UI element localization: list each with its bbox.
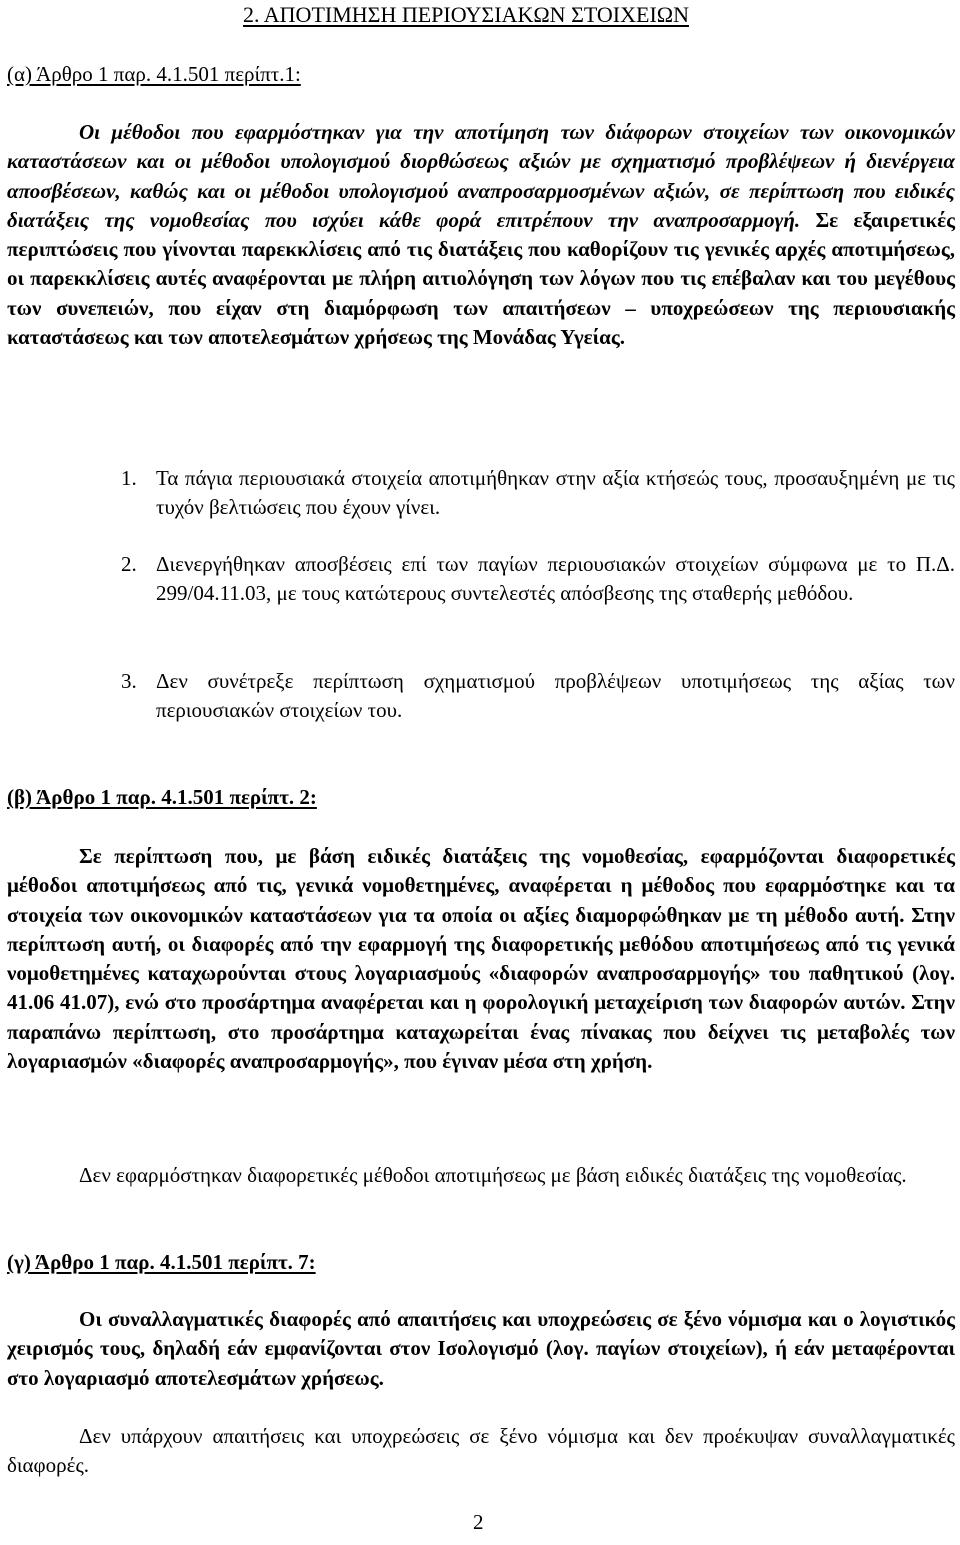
heading-b: [7, 783, 317, 811]
heading-a-text: (α) Άρθρο 1 παρ. 4.1.501 περίπτ.1:: [7, 62, 301, 86]
paragraph-b: Σε περίπτωση που, με βάση ειδικές διατάξεις της νομοθεσίας, εφαρμόζονται διαφορετικές μέθοδοι αποτιμήσεως από τις, γενικά νομοθετημένες, αναφέρεται η μέθοδος που εφαρμόστηκε και τα στοιχεία των οικονομικών καταστάσεων για τα οποία οι αξίες διαμορφώθηκαν με τη μέθοδο αυτή. Στην περίπτωση αυτή, οι διαφορές από την εφαρμογή της διαφορετικής μεθόδου αποτιμήσεως από τις γενικά νομοθετημένες καταχωρούνται στους λογαριασμούς «διαφορών αναπροσαρμογής» του παθητικού (λογ. 41.06 41.07), ενώ στο προσάρτημα αναφέρεται και η φορολογική μεταχείριση των διαφορών αυτών. Στην παραπάνω περίπτωση, στο προσάρτημα καταχωρείται ένας πίνακας που δείχνει τις μεταβολές των λογαριασμών «διαφορές αναπροσαρμογής», που έγιναν μέσα στη χρήση.: [7, 844, 955, 1074]
list-item-number: 1.: [121, 466, 137, 490]
page-number: 2: [473, 1510, 484, 1534]
paragraph-c: Οι συναλλαγματικές διαφορές από απαιτήσεις και υποχρεώσεις σε ξένο νόμισμα και ο λογιστικός χειρισμός τους, δηλαδή εάν εμφανίζονται στον Ισολογισμό (λογ. παγίων στοιχείων), ή εάν μεταφέρονται στο λογαριασμό αποτελεσμάτων χρήσεως.: [7, 1307, 955, 1390]
list-item-text: Δεν συνέτρεξε περίπτωση σχηματισμού προβλέψεων υποτιμήσεως της αξίας των περιουσιακών στοιχείων του.: [156, 669, 955, 723]
heading-c: [7, 1248, 316, 1276]
list-item-number: 2.: [121, 552, 137, 576]
list-item-number: 3.: [121, 669, 137, 693]
paragraph-a: [7, 118, 955, 352]
heading-c-text: (γ) Άρθρο 1 παρ. 4.1.501 περίπτ. 7:: [7, 1250, 316, 1274]
paragraph-a-bold: Σε εξαιρετικές περιπτώσεις που γίνονται παρεκκλίσεις από τις διατάξεις που καθορίζουν τις γενικές αρχές αποτιμήσεως, οι παρεκκλίσεις αυτές αναφέρονται με πλήρη αιτιολόγηση των λόγων που τις επέβαλαν και του μεγέθους των συνεπειών, που είχαν στη διαμόρφωση των απαιτήσεων – υποχρεώσεων της περιουσιακής καταστάσεως και των αποτελεσμάτων χρήσεως της Μονάδας Υγείας.: [7, 207, 955, 350]
section-title: 2. ΑΠΟΤΙΜΗΣΗ ΠΕΡΙΟΥΣΙΑΚΩΝ ΣΤΟΙΧΕΙΩΝ: [243, 2, 690, 27]
heading-a: [7, 60, 301, 88]
heading-b-text: (β) Άρθρο 1 παρ. 4.1.501 περίπτ. 2:: [7, 785, 317, 809]
answer-b: Δεν εφαρμόστηκαν διαφορετικές μέθοδοι αποτιμήσεως με βάση ειδικές διατάξεις της νομοθεσίας.: [79, 1163, 907, 1187]
list-item-text: Τα πάγια περιουσιακά στοιχεία αποτιμήθηκαν στην αξία κτήσεώς τους, προσαυξημένη με τις τυχόν βελτιώσεις που έχουν γίνει.: [156, 466, 955, 520]
answer-c: Δεν υπάρχουν απαιτήσεις και υποχρεώσεις σε ξένο νόμισμα και δεν προέκυψαν συναλλαγματικές διαφορές.: [7, 1424, 955, 1478]
paragraph-a-bold-italic: Οι μέθοδοι που εφαρμόστηκαν για την αποτίμηση των διάφορων στοιχείων των οικονομικών καταστάσεων και οι μέθοδοι υπολογισμού διορθώσεως αξιών με σχηματισμό προβλέψεων ή διενέργεια αποσβέσεων, καθώς και οι μέθοδοι υπολογισμού αναπροσαρμοσμένων αξιών, σε περίπτωση που ειδικές διατάξεις της νομοθεσίας που ισχύει κάθε φορά επιτρέπουν την αναπροσαρμογή.: [7, 120, 955, 232]
list-item-text: Διενεργήθηκαν αποσβέσεις επί των παγίων περιουσιακών στοιχείων σύμφωνα με το Π.Δ. 299/04.11.03, με τους κατώτερους συντελεστές απόσβεσης της σταθερής μεθόδου.: [156, 552, 955, 606]
